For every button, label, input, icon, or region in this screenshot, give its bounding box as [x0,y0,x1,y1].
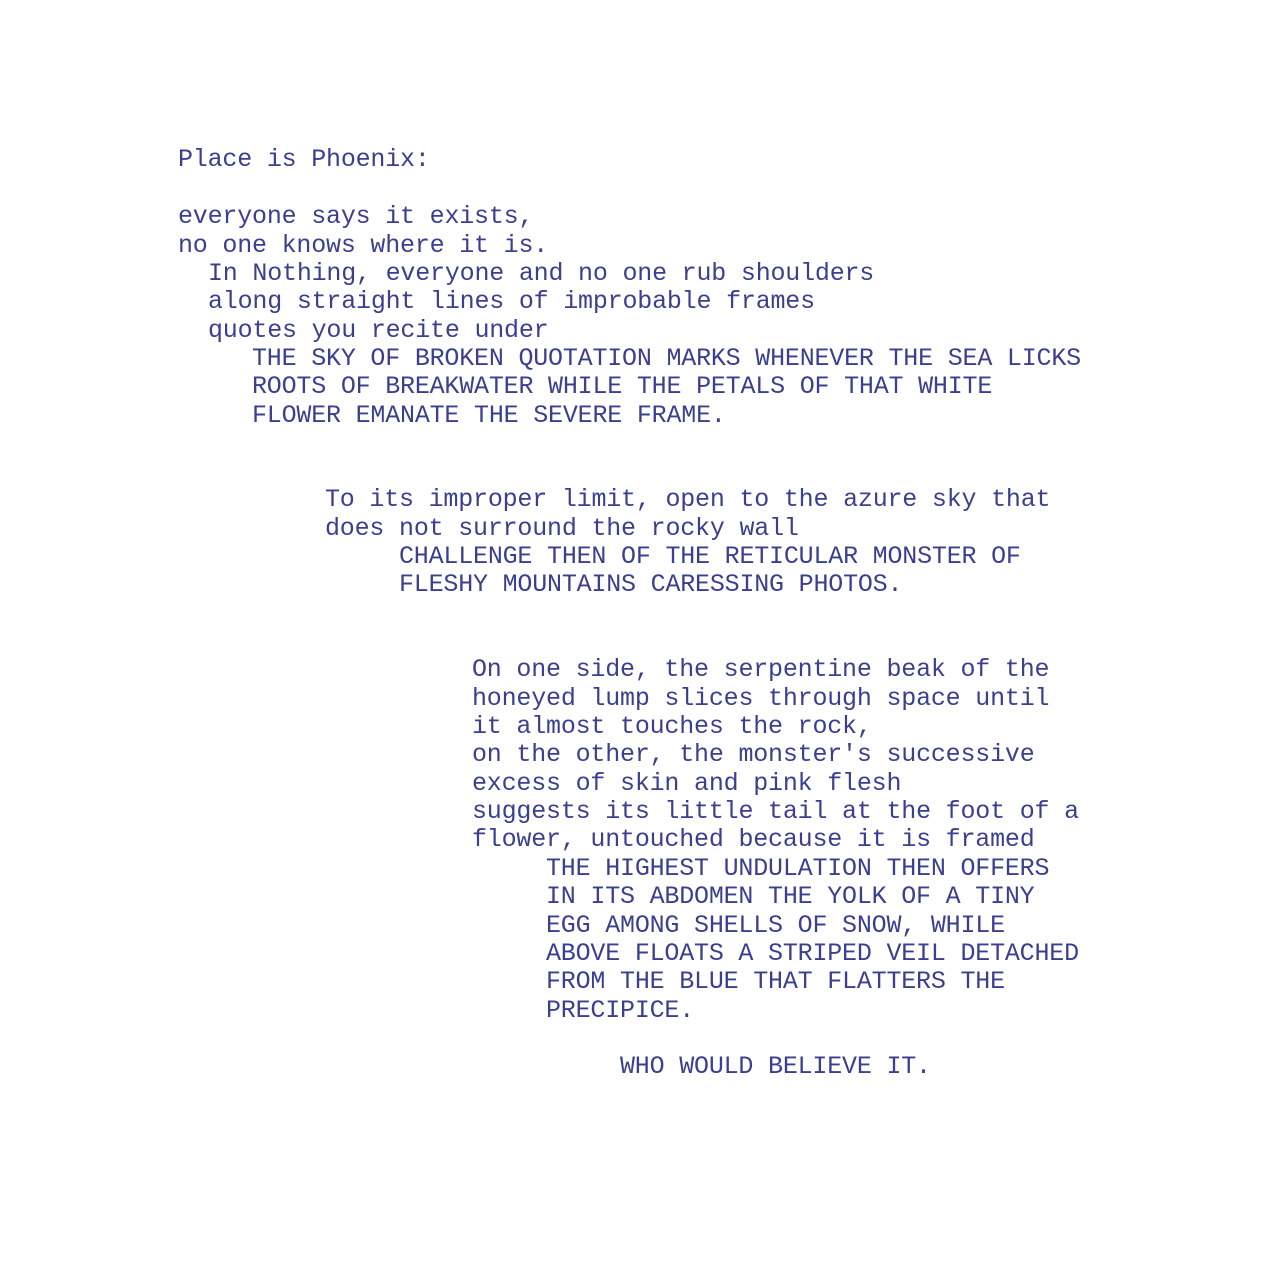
poem-title: Place is Phoenix: [178,145,430,174]
poem-line: ABOVE FLOATS A STRIPED VEIL DETACHED [546,939,1079,968]
poem-line: along straight lines of improbable frames [208,287,815,316]
poem-line: everyone says it exists, [178,202,534,231]
poem-line: suggests its little tail at the foot of a [472,797,1079,826]
poem-line: does not surround the rocky wall [325,514,799,543]
poem-line: ROOTS OF BREAKWATER WHILE THE PETALS OF THAT WHITE [252,372,993,401]
poem-line: quotes you recite under [208,316,549,345]
poem-line: on the other, the monster's successive [472,740,1035,769]
poem-line: excess of skin and pink flesh [472,769,902,798]
poem-line: CHALLENGE THEN OF THE RETICULAR MONSTER OF [399,542,1021,571]
poem-closing-line: WHO WOULD BELIEVE IT. [620,1052,931,1081]
poem-line: IN ITS ABDOMEN THE YOLK OF A TINY [546,882,1035,911]
poem-line: it almost touches the rock, [472,712,872,741]
poem-line: In Nothing, everyone and no one rub shoulders [208,259,875,288]
poem-line: THE SKY OF BROKEN QUOTATION MARKS WHENEVER THE SEA LICKS [252,344,1081,373]
poem-line: FROM THE BLUE THAT FLATTERS THE [546,967,1005,996]
poem-line: flower, untouched because it is framed [472,825,1035,854]
poem-line: THE HIGHEST UNDULATION THEN OFFERS [546,854,1050,883]
poem-line: honeyed lump slices through space until [472,684,1050,713]
poem-line: On one side, the serpentine beak of the [472,655,1050,684]
poem-line: FLESHY MOUNTAINS CARESSING PHOTOS. [399,570,903,599]
poem-line: To its improper limit, open to the azure sky that [325,485,1051,514]
poem-line: FLOWER EMANATE THE SEVERE FRAME. [252,401,726,430]
poem-line: PRECIPICE. [546,996,695,1025]
poem-line: no one knows where it is. [178,231,549,260]
poem-line: EGG AMONG SHELLS OF SNOW, WHILE [546,911,1005,940]
